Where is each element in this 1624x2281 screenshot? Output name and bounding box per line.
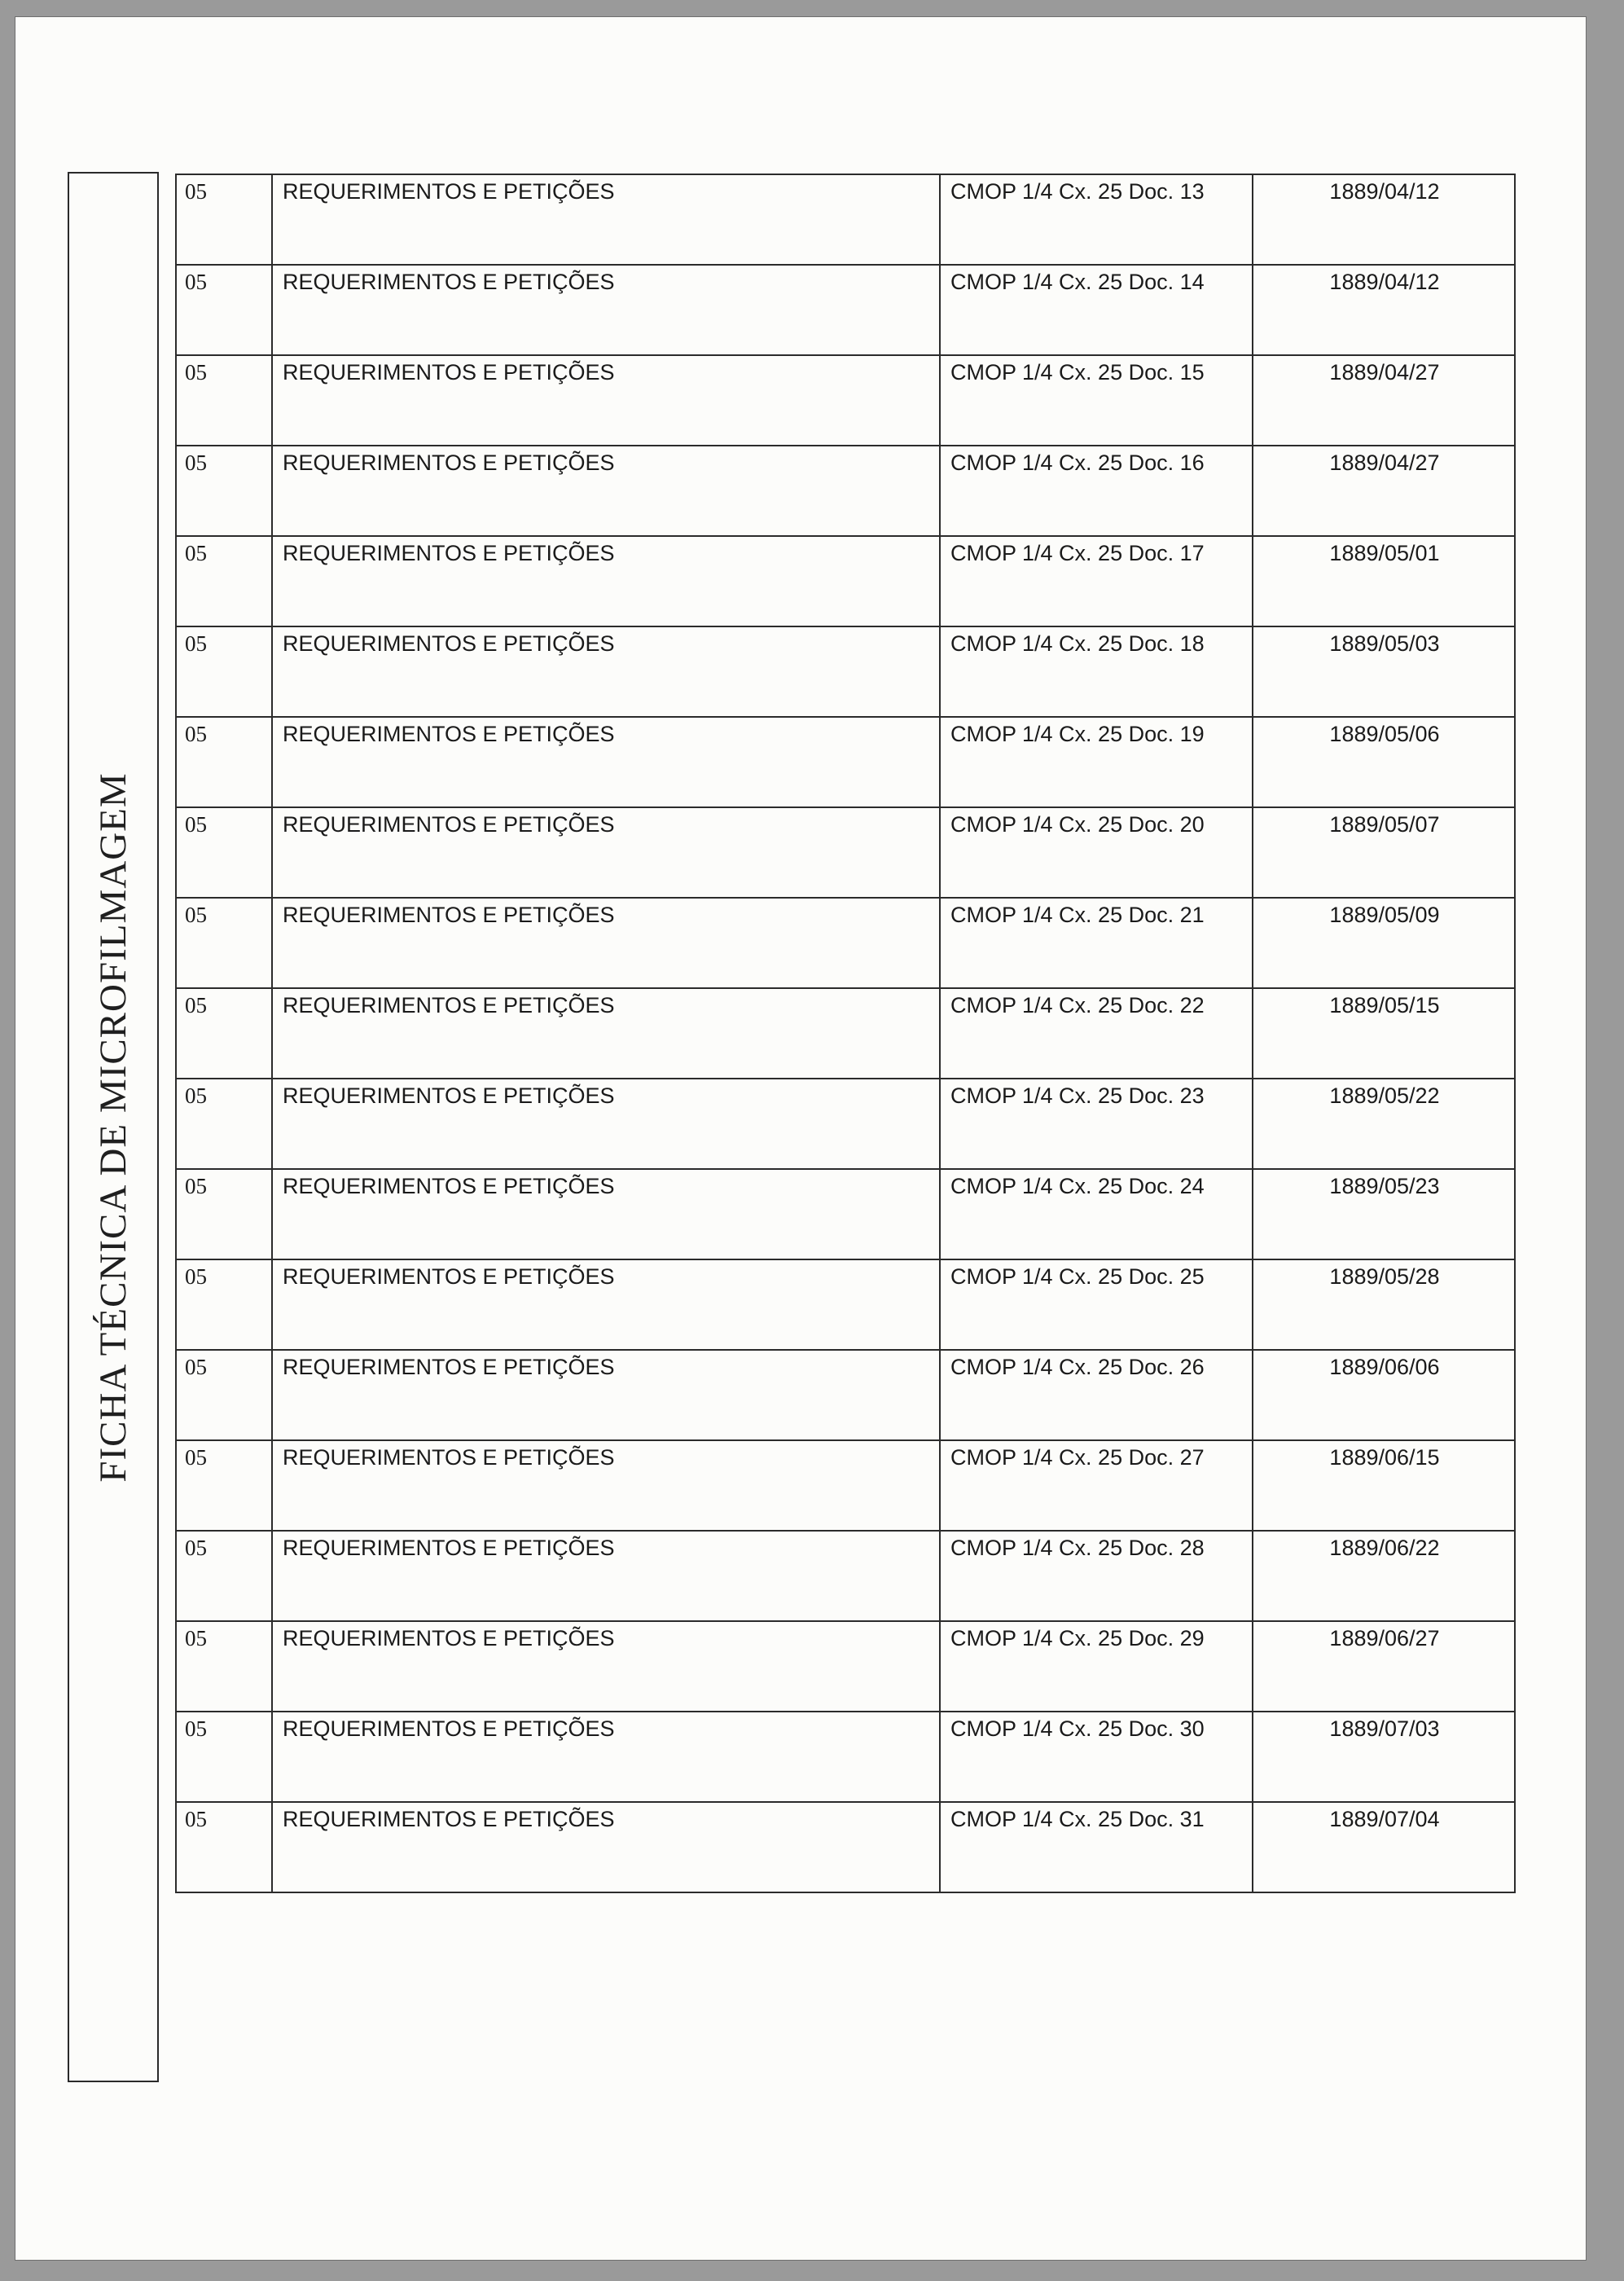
table-row — [176, 446, 1515, 536]
code-cell: 05 — [176, 1621, 272, 1712]
reference-cell: CMOP 1/4 Cx. 25 Doc. 23 — [940, 1079, 1253, 1169]
table-row — [176, 1169, 1515, 1259]
table-row — [176, 1440, 1515, 1531]
reference-cell: CMOP 1/4 Cx. 25 Doc. 20 — [940, 807, 1253, 898]
table-row — [176, 536, 1515, 626]
reference-cell: CMOP 1/4 Cx. 25 Doc. 22 — [940, 988, 1253, 1079]
code-cell: 05 — [176, 446, 272, 536]
code-cell: 05 — [176, 807, 272, 898]
side-title-box — [68, 172, 159, 2082]
table-row — [176, 988, 1515, 1079]
type-cell: REQUERIMENTOS E PETIÇÕES — [272, 174, 940, 265]
date-cell: 1889/04/27 — [1253, 355, 1515, 446]
reference-cell: CMOP 1/4 Cx. 25 Doc. 15 — [940, 355, 1253, 446]
reference-cell: CMOP 1/4 Cx. 25 Doc. 28 — [940, 1531, 1253, 1621]
table-row — [176, 898, 1515, 988]
date-cell: 1889/05/28 — [1253, 1259, 1515, 1350]
code-cell: 05 — [176, 717, 272, 807]
date-cell: 1889/05/01 — [1253, 536, 1515, 626]
side-title: FICHA TÉCNICA DE MICROFILMAGEM — [92, 771, 134, 1483]
type-cell: REQUERIMENTOS E PETIÇÕES — [272, 1350, 940, 1440]
code-cell: 05 — [176, 536, 272, 626]
reference-cell: CMOP 1/4 Cx. 25 Doc. 18 — [940, 626, 1253, 717]
code-cell: 05 — [176, 1259, 272, 1350]
reference-cell: CMOP 1/4 Cx. 25 Doc. 31 — [940, 1802, 1253, 1892]
table-row — [176, 174, 1515, 265]
table-row — [176, 807, 1515, 898]
type-cell: REQUERIMENTOS E PETIÇÕES — [272, 1802, 940, 1892]
date-cell: 1889/05/07 — [1253, 807, 1515, 898]
records-table — [175, 174, 1516, 1893]
code-cell: 05 — [176, 1712, 272, 1802]
type-cell: REQUERIMENTOS E PETIÇÕES — [272, 355, 940, 446]
reference-cell: CMOP 1/4 Cx. 25 Doc. 17 — [940, 536, 1253, 626]
reference-cell: CMOP 1/4 Cx. 25 Doc. 27 — [940, 1440, 1253, 1531]
type-cell: REQUERIMENTOS E PETIÇÕES — [272, 807, 940, 898]
date-cell: 1889/04/12 — [1253, 265, 1515, 355]
date-cell: 1889/06/27 — [1253, 1621, 1515, 1712]
reference-cell: CMOP 1/4 Cx. 25 Doc. 24 — [940, 1169, 1253, 1259]
date-cell: 1889/05/09 — [1253, 898, 1515, 988]
type-cell: REQUERIMENTOS E PETIÇÕES — [272, 626, 940, 717]
code-cell: 05 — [176, 1079, 272, 1169]
date-cell: 1889/06/15 — [1253, 1440, 1515, 1531]
date-cell: 1889/05/15 — [1253, 988, 1515, 1079]
type-cell: REQUERIMENTOS E PETIÇÕES — [272, 1531, 940, 1621]
code-cell: 05 — [176, 1802, 272, 1892]
code-cell: 05 — [176, 1350, 272, 1440]
type-cell: REQUERIMENTOS E PETIÇÕES — [272, 1169, 940, 1259]
table-row — [176, 1712, 1515, 1802]
table-row — [176, 355, 1515, 446]
scanned-page — [15, 16, 1587, 2261]
reference-cell: CMOP 1/4 Cx. 25 Doc. 26 — [940, 1350, 1253, 1440]
code-cell: 05 — [176, 988, 272, 1079]
date-cell: 1889/05/22 — [1253, 1079, 1515, 1169]
type-cell: REQUERIMENTOS E PETIÇÕES — [272, 1259, 940, 1350]
reference-cell: CMOP 1/4 Cx. 25 Doc. 29 — [940, 1621, 1253, 1712]
code-cell: 05 — [176, 1440, 272, 1531]
type-cell: REQUERIMENTOS E PETIÇÕES — [272, 446, 940, 536]
code-cell: 05 — [176, 265, 272, 355]
code-cell: 05 — [176, 898, 272, 988]
table-row — [176, 1531, 1515, 1621]
reference-cell: CMOP 1/4 Cx. 25 Doc. 19 — [940, 717, 1253, 807]
type-cell: REQUERIMENTOS E PETIÇÕES — [272, 536, 940, 626]
date-cell: 1889/06/06 — [1253, 1350, 1515, 1440]
reference-cell: CMOP 1/4 Cx. 25 Doc. 25 — [940, 1259, 1253, 1350]
date-cell: 1889/05/23 — [1253, 1169, 1515, 1259]
reference-cell: CMOP 1/4 Cx. 25 Doc. 21 — [940, 898, 1253, 988]
code-cell: 05 — [176, 626, 272, 717]
reference-cell: CMOP 1/4 Cx. 25 Doc. 30 — [940, 1712, 1253, 1802]
reference-cell: CMOP 1/4 Cx. 25 Doc. 14 — [940, 265, 1253, 355]
code-cell: 05 — [176, 1169, 272, 1259]
records-body — [176, 174, 1515, 1892]
table-row — [176, 626, 1515, 717]
code-cell: 05 — [176, 1531, 272, 1621]
reference-cell: CMOP 1/4 Cx. 25 Doc. 16 — [940, 446, 1253, 536]
type-cell: REQUERIMENTOS E PETIÇÕES — [272, 1621, 940, 1712]
date-cell: 1889/04/27 — [1253, 446, 1515, 536]
code-cell: 05 — [176, 355, 272, 446]
code-cell: 05 — [176, 174, 272, 265]
table-row — [176, 1079, 1515, 1169]
type-cell: REQUERIMENTOS E PETIÇÕES — [272, 265, 940, 355]
table-row — [176, 1259, 1515, 1350]
date-cell: 1889/05/06 — [1253, 717, 1515, 807]
date-cell: 1889/07/04 — [1253, 1802, 1515, 1892]
type-cell: REQUERIMENTOS E PETIÇÕES — [272, 898, 940, 988]
table-row — [176, 717, 1515, 807]
table-row — [176, 1350, 1515, 1440]
type-cell: REQUERIMENTOS E PETIÇÕES — [272, 1440, 940, 1531]
date-cell: 1889/07/03 — [1253, 1712, 1515, 1802]
date-cell: 1889/06/22 — [1253, 1531, 1515, 1621]
table-row — [176, 265, 1515, 355]
date-cell: 1889/04/12 — [1253, 174, 1515, 265]
type-cell: REQUERIMENTOS E PETIÇÕES — [272, 717, 940, 807]
type-cell: REQUERIMENTOS E PETIÇÕES — [272, 1079, 940, 1169]
type-cell: REQUERIMENTOS E PETIÇÕES — [272, 988, 940, 1079]
type-cell: REQUERIMENTOS E PETIÇÕES — [272, 1712, 940, 1802]
table-row — [176, 1621, 1515, 1712]
reference-cell: CMOP 1/4 Cx. 25 Doc. 13 — [940, 174, 1253, 265]
table-row — [176, 1802, 1515, 1892]
date-cell: 1889/05/03 — [1253, 626, 1515, 717]
